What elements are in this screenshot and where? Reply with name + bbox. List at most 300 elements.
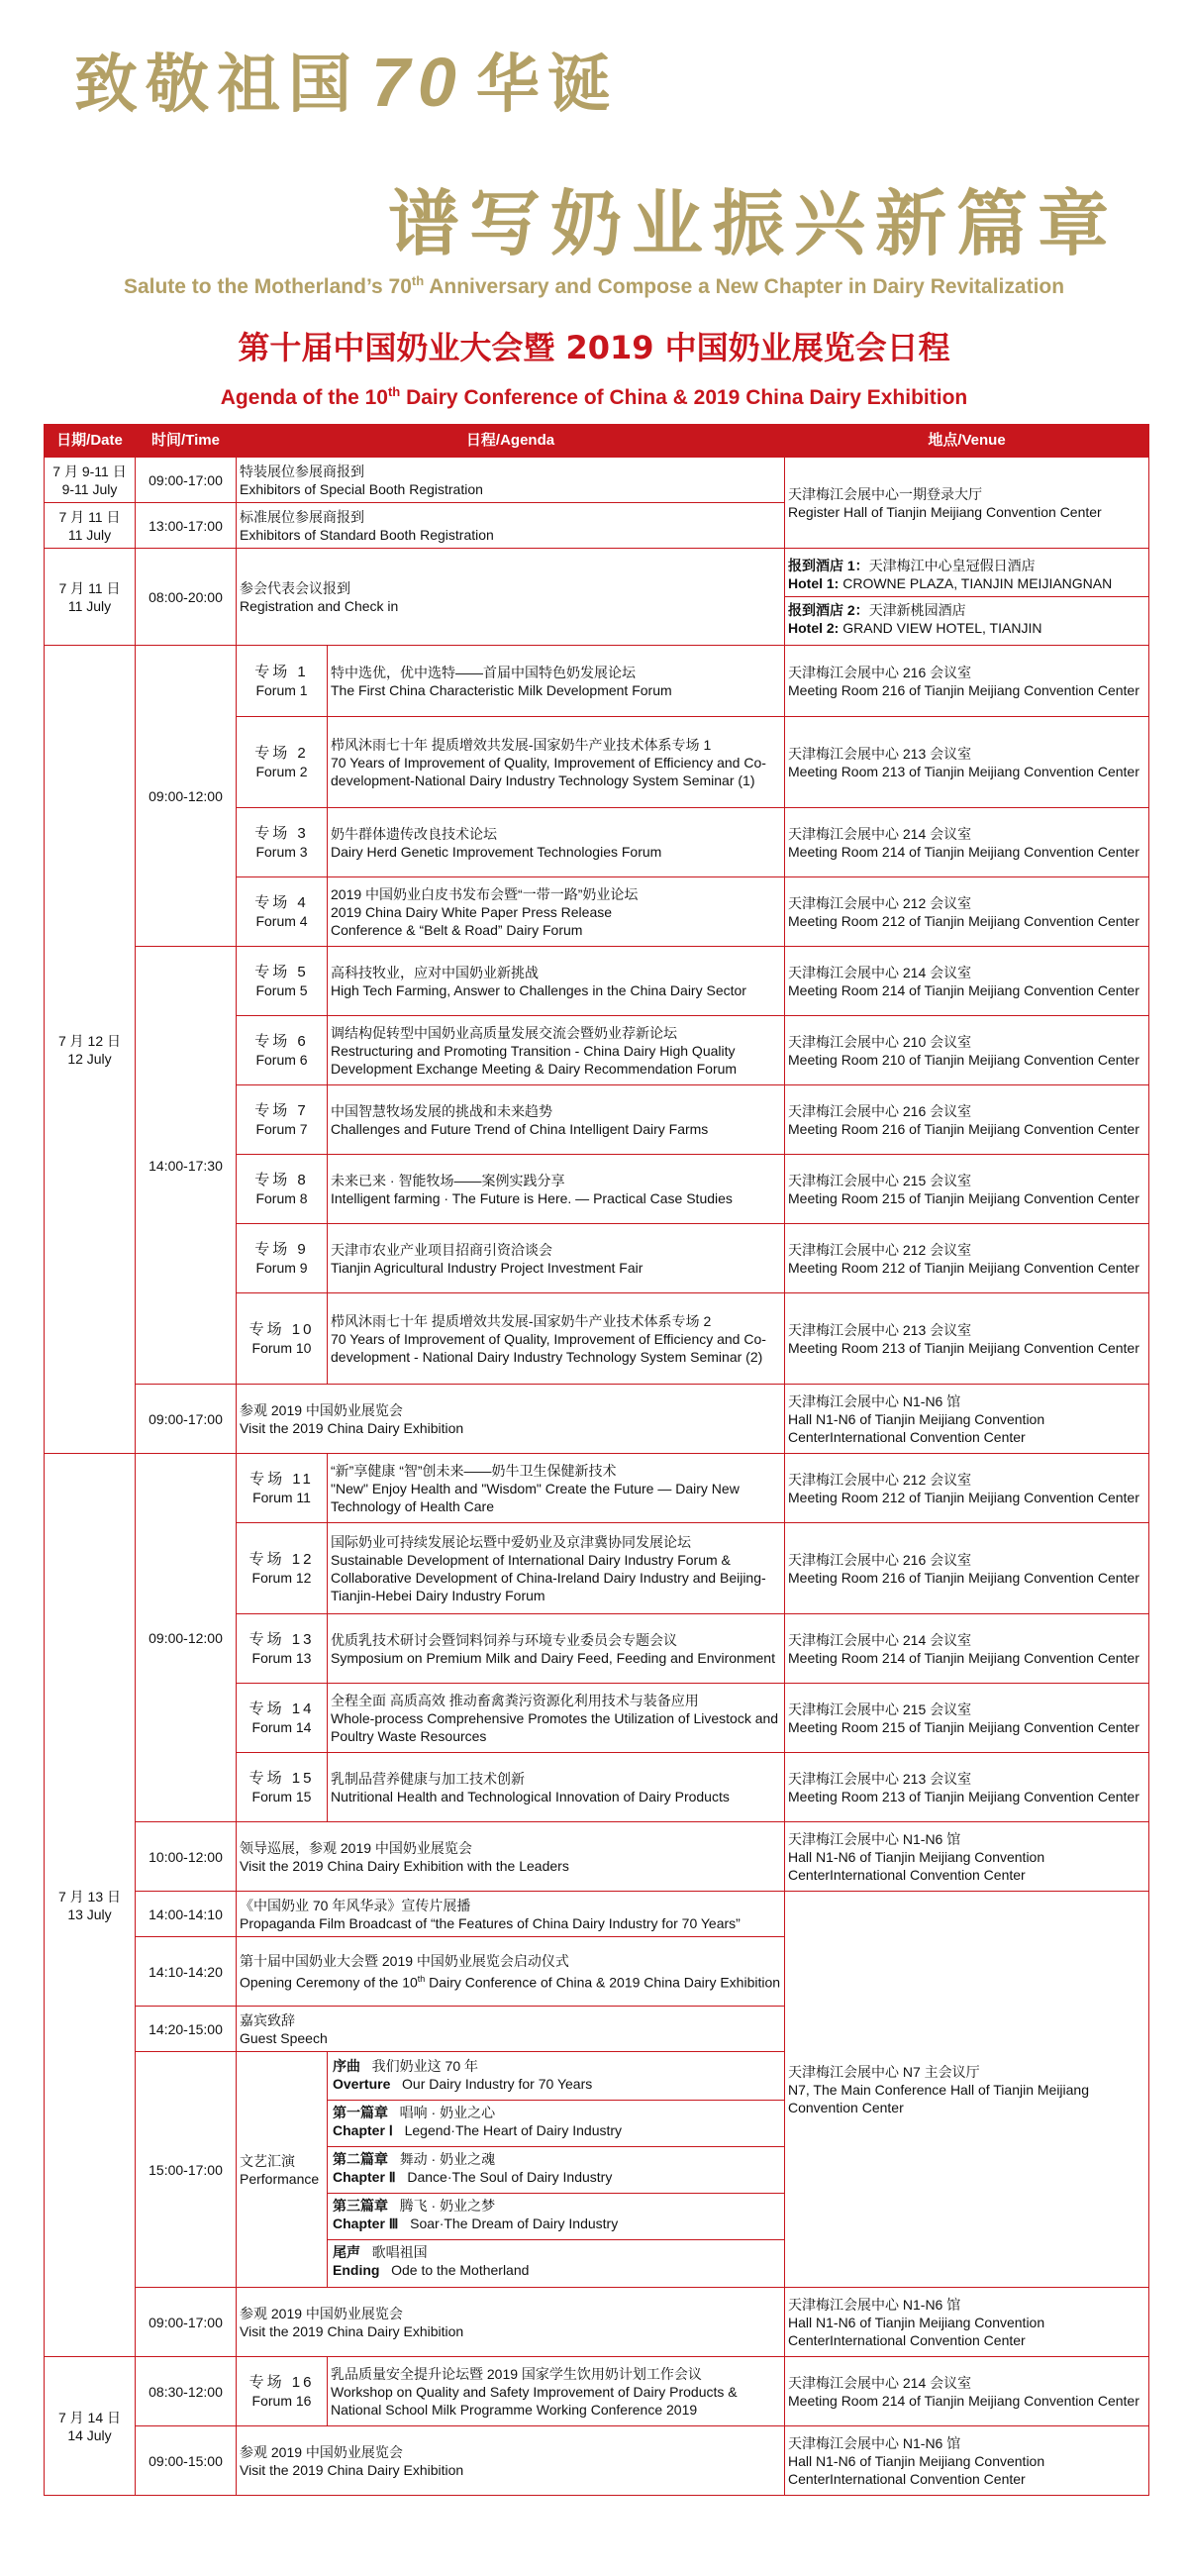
date-cell [45, 503, 136, 549]
venue-en: Meeting Room 215 of Tianjin Meijiang Convention Center [788, 1189, 1139, 1206]
venue-cell [785, 2357, 1149, 2426]
hotel2-cn-line [788, 601, 1145, 619]
agenda-cn: 参观 2019 中国奶业展览会 [240, 2443, 403, 2460]
agenda-cell [237, 2007, 785, 2052]
forum-en-label: Forum 12 [251, 1569, 312, 1586]
forum-en-label: Forum 5 [255, 981, 308, 998]
venue-cell [785, 458, 1149, 549]
forum-line: 中国智慧牧场发展的挑战和未来趋势 [331, 1102, 552, 1119]
perf-en: Performance [240, 2170, 320, 2187]
program-en: Ode to the Motherland [391, 2261, 530, 2278]
venue-en: Meeting Room 214 of Tianjin Meijiang Convention Center [788, 2392, 1139, 2409]
col-agenda: 日程/Agenda [237, 425, 785, 458]
venue-en: Meeting Room 214 of Tianjin Meijiang Convention Center [788, 1649, 1139, 1666]
forum-line: 特中选优，优中选特——首届中国特色奶发展论坛 [331, 664, 636, 680]
forum-line: Tianjin Agricultural Industry Project Investment Fair [331, 1259, 644, 1276]
forum-label [237, 1454, 328, 1523]
venue-cn: 天津梅江会展中心 214 会议室 [788, 825, 972, 842]
time-cell: 09:00-12:00 [136, 1454, 237, 1822]
open-en-a: Opening Ceremony of the 10 [240, 1974, 418, 1991]
title-en-sup: th [387, 384, 401, 399]
forum-label [237, 1293, 328, 1385]
forum-label [237, 1224, 328, 1293]
forum-line: Intelligent farming · The Future is Here. — Practical Case Studies [331, 1189, 733, 1206]
forum-en-label: Forum 13 [251, 1649, 312, 1666]
venue-en: Hall N1-N6 of Tianjin Meijiang Convention [788, 2452, 1045, 2469]
perf-cn: 文艺汇演 [240, 2152, 295, 2169]
forum-title [328, 717, 785, 808]
forum-label [237, 877, 328, 947]
agenda-cell [237, 1822, 785, 1892]
agenda-cell [237, 549, 785, 646]
salute-subtitle [0, 273, 1188, 299]
time-cell: 08:30-12:00 [136, 2357, 237, 2426]
venue-en: Meeting Room 212 of Tianjin Meijiang Convention Center [788, 1259, 1139, 1276]
forum-line: Sustainable Development of International Dairy Industry Forum & Collaborative Development of China-Ireland Dairy Industry and Beijing-Tianjin-Hebei Dairy Industry Forum [331, 1551, 766, 1603]
date-cn: 7 月 9-11 日 [52, 463, 127, 479]
program-cn-label: 序曲 [333, 2057, 360, 2074]
forum-title [328, 1753, 785, 1822]
program-item [328, 2101, 784, 2147]
forum-en-label: Forum 1 [255, 681, 308, 698]
agenda-cn: 嘉宾致辞 [240, 2011, 295, 2028]
agenda-cell [237, 2426, 785, 2496]
hotel2-label: 报到酒店 2： [788, 602, 869, 618]
venue-cn: 天津梅江会展中心 N1-N6 馆 [788, 1392, 961, 1409]
agenda-table [44, 424, 1149, 2496]
program-cn-line [333, 2197, 779, 2215]
program-en: Legend·The Heart of Dairy Industry [404, 2121, 623, 2138]
agenda-en: Guest Speech [240, 2029, 328, 2046]
date-cn: 7 月 11 日 [58, 508, 121, 525]
program-item [328, 2054, 784, 2101]
venue-cell [785, 1385, 1149, 1454]
date-en: 9-11 July [61, 480, 118, 497]
date-cell [45, 1454, 136, 2357]
venue-cn: 天津梅江会展中心 214 会议室 [788, 1631, 972, 1648]
agenda-title-cn: 第十届中国奶业大会暨 2019 中国奶业展览会日程 [238, 329, 950, 366]
forum-en-label: Forum 9 [255, 1259, 308, 1276]
forum-label [237, 2357, 328, 2426]
program-en-label: Chapter Ⅱ [333, 2168, 396, 2185]
venue-en: Hall N1-N6 of Tianjin Meijiang Convention [788, 1848, 1045, 1865]
forum-en-label: Forum 11 [252, 1489, 311, 1505]
forum-line: The First China Characteristic Milk Development Forum [331, 681, 672, 698]
program-cn: 唱响 · 奶业之心 [399, 2104, 496, 2120]
forum-en-label: Forum 6 [255, 1051, 308, 1068]
salute-sup: th [411, 273, 425, 288]
forum-line: "New" Enjoy Health and "Wisdom" Create the Future — Dairy New Technology of Health Care [331, 1480, 740, 1514]
forum-title [328, 1684, 785, 1753]
time-cell: 08:00-20:00 [136, 549, 237, 646]
hotel1-cn: 天津梅江中心皇冠假日酒店 [868, 558, 1036, 573]
venue-cn: 天津梅江会展中心 213 会议室 [788, 1770, 972, 1787]
forum-line: Conference & “Belt & Road” Dairy Forum [331, 921, 583, 938]
forum-label [237, 646, 328, 717]
table-row [45, 2426, 1149, 2496]
date-cn: 7 月 14 日 [57, 2409, 122, 2425]
hotel2-en-line [788, 619, 1145, 637]
agenda-en [240, 1970, 781, 1992]
date-en: 12 July [67, 1050, 112, 1067]
forum-title [328, 1523, 785, 1614]
venue-en: CenterInternational Convention Center [788, 1866, 1026, 1883]
venue-en: Hall N1-N6 of Tianjin Meijiang Convention [788, 2314, 1045, 2330]
date-cell [45, 458, 136, 503]
forum-cn-label: 专场 2 [254, 744, 309, 762]
forum-line: 未来已来 · 智能牧场——案例实践分享 [331, 1172, 565, 1188]
venue-en: Meeting Room 210 of Tianjin Meijiang Convention Center [788, 1051, 1139, 1068]
headline-line-1 [74, 34, 619, 125]
program-en-line [333, 2168, 779, 2186]
venue-cell [785, 1016, 1149, 1085]
forum-en-label: Forum 8 [255, 1189, 308, 1206]
agenda-cell [237, 458, 785, 503]
forum-cn-label: 专场 12 [248, 1550, 315, 1568]
hotel1-en-line [788, 574, 1145, 592]
venue-en: Meeting Room 215 of Tianjin Meijiang Convention Center [788, 1718, 1139, 1735]
time-cell: 14:00-14:10 [136, 1892, 237, 1937]
program-cn-label: 第二篇章 [333, 2150, 388, 2167]
forum-line: High Tech Farming, Answer to Challenges in the China Dairy Sector [331, 981, 746, 998]
performance-label [237, 2052, 328, 2288]
forum-label [237, 1155, 328, 1224]
venue-en: CenterInternational Convention Center [788, 2331, 1026, 2348]
venue-cell [785, 1523, 1149, 1614]
forum-cn-label: 专场 13 [248, 1630, 315, 1648]
table-header [45, 425, 1149, 458]
venue-cn: 天津梅江会展中心一期登录大厅 [788, 485, 982, 502]
forum-cn-label: 专场 5 [254, 963, 309, 980]
forum-cn-label: 专场 6 [254, 1032, 309, 1050]
agenda-en: Visit the 2019 China Dairy Exhibition [240, 2461, 464, 2478]
forum-label [237, 808, 328, 877]
venue-cn: 天津梅江会展中心 N7 主会议厅 [788, 2063, 980, 2080]
forum-line: Challenges and Future Trend of China Intelligent Dairy Farms [331, 1120, 709, 1137]
table-row [45, 1385, 1149, 1454]
agenda-cn: 《中国奶业 70 年风华录》宣传片展播 [240, 1897, 471, 1913]
program-cn-line [333, 2057, 779, 2075]
venue-en: Meeting Room 214 of Tianjin Meijiang Convention Center [788, 981, 1139, 998]
venue-cn: 天津梅江会展中心 213 会议室 [788, 745, 972, 762]
venue-cn: 天津梅江会展中心 214 会议室 [788, 2374, 972, 2391]
venue-cell [785, 2426, 1149, 2496]
forum-title [328, 1085, 785, 1155]
venue-cn: 天津梅江会展中心 216 会议室 [788, 1551, 972, 1568]
venue-cell [785, 1293, 1149, 1385]
forum-label [237, 717, 328, 808]
time-cell: 14:10-14:20 [136, 1937, 237, 2007]
forum-line: Dairy Herd Genetic Improvement Technologies Forum [331, 843, 662, 860]
table-row [45, 646, 1149, 717]
venue-cell [785, 717, 1149, 808]
col-time: 时间/Time [136, 425, 237, 458]
headline-70: 70 [371, 44, 464, 121]
table-row [45, 2288, 1149, 2357]
time-cell: 09:00-17:00 [136, 2288, 237, 2357]
program-item [328, 2240, 784, 2286]
venue-cn: 天津梅江会展中心 N1-N6 馆 [788, 1830, 961, 1847]
agenda-cell [237, 503, 785, 549]
agenda-en: Visit the 2019 China Dairy Exhibition [240, 2322, 464, 2339]
forum-line: 2019 China Dairy White Paper Press Release [331, 903, 613, 920]
date-en: 11 July [67, 526, 112, 543]
forum-title [328, 1614, 785, 1684]
salute-a: Salute to the Motherland’s 70 [123, 275, 412, 298]
forum-cn-label: 专场 16 [248, 2373, 315, 2391]
venue-en: N7, The Main Conference Hall of Tianjin Meijiang Convention Center [788, 2081, 1090, 2115]
forum-en-label: Forum 10 [251, 1339, 312, 1356]
agenda-cn: 第十届中国奶业大会暨 2019 中国奶业展览会启动仪式 [240, 1952, 569, 1969]
venue-en: Meeting Room 212 of Tianjin Meijiang Convention Center [788, 912, 1139, 929]
program-en-line [333, 2261, 779, 2279]
agenda-cn: 领导巡展，参观 2019 中国奶业展览会 [240, 1839, 472, 1856]
forum-en-label: Forum 4 [255, 912, 308, 929]
time-cell: 10:00-12:00 [136, 1822, 237, 1892]
headline-1b: 华诞 [475, 48, 619, 122]
date-en: 11 July [67, 597, 112, 614]
forum-label [237, 947, 328, 1016]
forum-line: 优质乳技术研讨会暨饲料饲养与环境专业委员会专题会议 [331, 1631, 677, 1648]
venue-cn: 天津梅江会展中心 213 会议室 [788, 1321, 972, 1338]
venue-en: Hall N1-N6 of Tianjin Meijiang Convention [788, 1410, 1045, 1427]
forum-cn-label: 专场 15 [248, 1769, 315, 1787]
venue-cn: 天津梅江会展中心 216 会议室 [788, 664, 972, 680]
forum-label [237, 1523, 328, 1614]
forum-title [328, 808, 785, 877]
venue-cn: 天津梅江会展中心 210 会议室 [788, 1033, 972, 1050]
forum-cn-label: 专场 7 [254, 1101, 309, 1119]
title-en-b: Dairy Conference of China & 2019 China Dairy Exhibition [400, 386, 968, 409]
forum-line: 2019 中国奶业白皮书发布会暨“一带一路”奶业论坛 [331, 885, 639, 902]
venue-cell [785, 1454, 1149, 1523]
time-cell: 14:00-17:30 [136, 947, 237, 1385]
venue-en: Meeting Room 216 of Tianjin Meijiang Convention Center [788, 1569, 1139, 1586]
agenda-title-en [0, 384, 1188, 410]
agenda-en: Visit the 2019 China Dairy Exhibition [240, 1419, 464, 1436]
forum-cn-label: 专场 10 [248, 1320, 315, 1338]
forum-line: 奶牛群体遗传改良技术论坛 [331, 825, 497, 842]
venue-cell [785, 1155, 1149, 1224]
forum-title [328, 1293, 785, 1385]
time-cell: 09:00-17:00 [136, 1385, 237, 1454]
date-cn: 7 月 13 日 [57, 1888, 122, 1905]
table-row [45, 2357, 1149, 2426]
forum-line: 栉风沐雨七十年 提质增效共发展-国家奶牛产业技术体系专场 1 [331, 736, 712, 753]
forum-en-label: Forum 7 [255, 1120, 308, 1137]
date-cn: 7 月 12 日 [57, 1032, 122, 1049]
forum-cn-label: 专场 3 [254, 824, 309, 842]
agenda-en: Exhibitors of Special Booth Registration [240, 480, 483, 497]
forum-cn-label: 专场 1 [254, 663, 309, 680]
hotel1-en: CROWNE PLAZA, TIANJIN MEIJIANGNAN [839, 575, 1113, 591]
program-en-line [333, 2075, 779, 2093]
forum-line: 全程全面 高质高效 推动畜禽粪污资源化利用技术与装备应用 [331, 1692, 699, 1708]
agenda-en: Visit the 2019 China Dairy Exhibition with the Leaders [240, 1857, 569, 1874]
forum-line: 70 Years of Improvement of Quality, Improvement of Efficiency and Co-development - National Dairy Industry Technology System Seminar (2) [331, 1330, 766, 1365]
hotel2-cn: 天津新桃园酒店 [868, 602, 966, 618]
program-cn-line [333, 2150, 779, 2168]
agenda-en: Exhibitors of Standard Booth Registration [240, 526, 494, 543]
forum-cn-label: 专场 8 [254, 1171, 309, 1188]
venue-cell [785, 947, 1149, 1016]
time-cell: 09:00-15:00 [136, 2426, 237, 2496]
agenda-cn: 参观 2019 中国奶业展览会 [240, 2305, 403, 2321]
venue-cell-hotels [785, 549, 1149, 646]
time-cell: 09:00-17:00 [136, 458, 237, 503]
program-cn-label: 第一篇章 [333, 2104, 388, 2120]
forum-cn-label: 专场 4 [254, 893, 309, 911]
date-cn: 7 月 11 日 [58, 579, 121, 596]
open-en-b: Dairy Conference of China & 2019 China Dairy Exhibition [425, 1974, 781, 1991]
forum-line: 乳品质量安全提升论坛暨 2019 国家学生饮用奶计划工作会议 [331, 2365, 702, 2382]
hotel1-cn-line [788, 557, 1145, 574]
forum-line: Whole-process Comprehensive Promotes the Utilization of Livestock and Poultry Waste Resources [331, 1709, 779, 1744]
table-row [45, 458, 1149, 503]
venue-cell [785, 646, 1149, 717]
agenda-en: Propaganda Film Broadcast of “the Features of China Dairy Industry for 70 Years” [240, 1914, 741, 1931]
venue-en: Register Hall of Tianjin Meijiang Convention Center [788, 503, 1102, 520]
forum-title [328, 646, 785, 717]
program-cn-line [333, 2243, 779, 2261]
venue-cell [785, 808, 1149, 877]
forum-title [328, 947, 785, 1016]
venue-cn: 天津梅江会展中心 212 会议室 [788, 894, 972, 911]
forum-line: Symposium on Premium Milk and Dairy Feed, Feeding and Environment [331, 1649, 775, 1666]
hotel1-en-label: Hotel 1: [788, 575, 840, 591]
forum-line: Nutritional Health and Technological Innovation of Dairy Products [331, 1788, 730, 1804]
forum-title [328, 1224, 785, 1293]
venue-cell [785, 1892, 1149, 2288]
program-cn-line [333, 2104, 779, 2121]
headline-line-2: 谱写奶业振兴新篇章 [387, 181, 1119, 265]
date-cell [45, 549, 136, 646]
performance-program [328, 2052, 785, 2288]
program-en-line [333, 2215, 779, 2232]
date-cell [45, 646, 136, 1454]
venue-cn: 天津梅江会展中心 212 会议室 [788, 1241, 972, 1258]
venue-cell [785, 1224, 1149, 1293]
forum-label [237, 1684, 328, 1753]
venue-cn: 天津梅江会展中心 N1-N6 馆 [788, 2434, 961, 2451]
forum-line: “新”享健康 “智”创未来——奶牛卫生保健新技术 [331, 1462, 617, 1479]
time-cell: 13:00-17:00 [136, 503, 237, 549]
agenda-cn: 参观 2019 中国奶业展览会 [240, 1401, 403, 1418]
forum-line: 高科技牧业，应对中国奶业新挑战 [331, 964, 539, 980]
agenda-cn: 特装展位参展商报到 [240, 463, 364, 479]
venue-en: Meeting Room 216 of Tianjin Meijiang Convention Center [788, 681, 1139, 698]
forum-en-label: Forum 16 [251, 2392, 312, 2409]
salute-b: Anniversary and Compose a New Chapter in Dairy Revitalization [424, 275, 1065, 298]
forum-title [328, 1016, 785, 1085]
forum-line: 调结构促转型中国奶业高质量发展交流会暨奶业荐新论坛 [331, 1024, 677, 1041]
agenda-en: Registration and Check in [240, 597, 399, 614]
agenda-cell [237, 1892, 785, 1937]
venue-en: CenterInternational Convention Center [788, 2470, 1026, 2487]
headline-1a: 致敬祖国 [74, 48, 359, 122]
agenda-cell [237, 2288, 785, 2357]
table-row [45, 549, 1149, 646]
forum-line: 天津市农业产业项目招商引资洽谈会 [331, 1241, 552, 1258]
forum-title [328, 1155, 785, 1224]
time-cell: 09:00-12:00 [136, 646, 237, 947]
time-cell: 15:00-17:00 [136, 2052, 237, 2288]
program-en: Our Dairy Industry for 70 Years [402, 2075, 593, 2092]
forum-en-label: Forum 14 [251, 1718, 312, 1735]
venue-cell [785, 1684, 1149, 1753]
forum-label [237, 1753, 328, 1822]
forum-title [328, 2357, 785, 2426]
forum-cn-label: 专场 9 [254, 1240, 309, 1258]
program-cn: 腾飞 · 奶业之梦 [399, 2197, 496, 2214]
program-cn-label: 尾声 [333, 2243, 360, 2260]
venue-en: Meeting Room 216 of Tianjin Meijiang Convention Center [788, 1120, 1139, 1137]
program-cn-label: 第三篇章 [333, 2197, 388, 2214]
date-cell [45, 2357, 136, 2496]
venue-cn: 天津梅江会展中心 215 会议室 [788, 1172, 972, 1188]
table-row [45, 947, 1149, 1016]
venue-cell [785, 877, 1149, 947]
agenda-cell [237, 1937, 785, 2007]
forum-line: 国际奶业可持续发展论坛暨中爱奶业及京津冀协同发展论坛 [331, 1533, 691, 1550]
hotel1-label: 报到酒店 1： [788, 558, 869, 573]
forum-en-label: Forum 15 [251, 1788, 312, 1804]
forum-line: 栉风沐雨七十年 提质增效共发展-国家奶牛产业技术体系专场 2 [331, 1312, 712, 1329]
forum-title [328, 877, 785, 947]
forum-label [237, 1016, 328, 1085]
table-row [45, 1822, 1149, 1892]
venue-en: Meeting Room 213 of Tianjin Meijiang Convention Center [788, 763, 1139, 779]
open-en-sup: th [417, 1973, 426, 1984]
venue-cn: 天津梅江会展中心 215 会议室 [788, 1700, 972, 1717]
agenda-cn: 标准展位参展商报到 [240, 508, 364, 525]
forum-line: Workshop on Quality and Safety Improvement of Dairy Products & National School Milk Programme Working Conference 2019 [331, 2383, 738, 2418]
col-date: 日期/Date [45, 425, 136, 458]
hotel2-en-label: Hotel 2: [788, 620, 840, 636]
forum-line: 70 Years of Improvement of Quality, Improvement of Efficiency and Co-development-National Dairy Industry Technology System Seminar (1) [331, 754, 766, 788]
forum-cn-label: 专场 11 [249, 1470, 314, 1488]
venue-en: Meeting Room 213 of Tianjin Meijiang Convention Center [788, 1339, 1139, 1356]
forum-en-label: Forum 2 [255, 763, 308, 779]
venue-cn: 天津梅江会展中心 214 会议室 [788, 964, 972, 980]
venue-cn: 天津梅江会展中心 216 会议室 [788, 1102, 972, 1119]
forum-line: Restructuring and Promoting Transition - China Dairy High Quality Development Exchange Meeting & Dairy Recommendation Forum [331, 1042, 738, 1077]
hotel2-en: GRAND VIEW HOTEL, TIANJIN [839, 620, 1042, 636]
agenda-cn: 参会代表会议报到 [240, 579, 350, 596]
time-cell: 14:20-15:00 [136, 2007, 237, 2052]
venue-en: Meeting Room 214 of Tianjin Meijiang Convention Center [788, 843, 1139, 860]
program-en-label: Ending [333, 2261, 380, 2278]
forum-line: 乳制品营养健康与加工技术创新 [331, 1770, 525, 1787]
forum-cn-label: 专场 14 [248, 1700, 315, 1717]
venue-cell [785, 1085, 1149, 1155]
venue-cell [785, 1822, 1149, 1892]
venue-cn: 天津梅江会展中心 212 会议室 [788, 1471, 972, 1488]
venue-cell [785, 1614, 1149, 1684]
program-en-label: Overture [333, 2075, 391, 2092]
program-cn: 我们奶业这 70 年 [371, 2057, 479, 2074]
table-row [45, 1892, 1149, 1937]
program-en-label: Chapter Ⅰ [333, 2121, 393, 2138]
program-item [328, 2194, 784, 2240]
program-en: Soar·The Dream of Dairy Industry [410, 2215, 619, 2231]
program-en-label: Chapter Ⅲ [333, 2215, 399, 2231]
col-venue: 地点/Venue [785, 425, 1149, 458]
forum-label [237, 1085, 328, 1155]
table-row [45, 1454, 1149, 1523]
program-cn: 歌唱祖国 [371, 2243, 428, 2260]
program-cn: 舞动 · 奶业之魂 [399, 2150, 496, 2167]
